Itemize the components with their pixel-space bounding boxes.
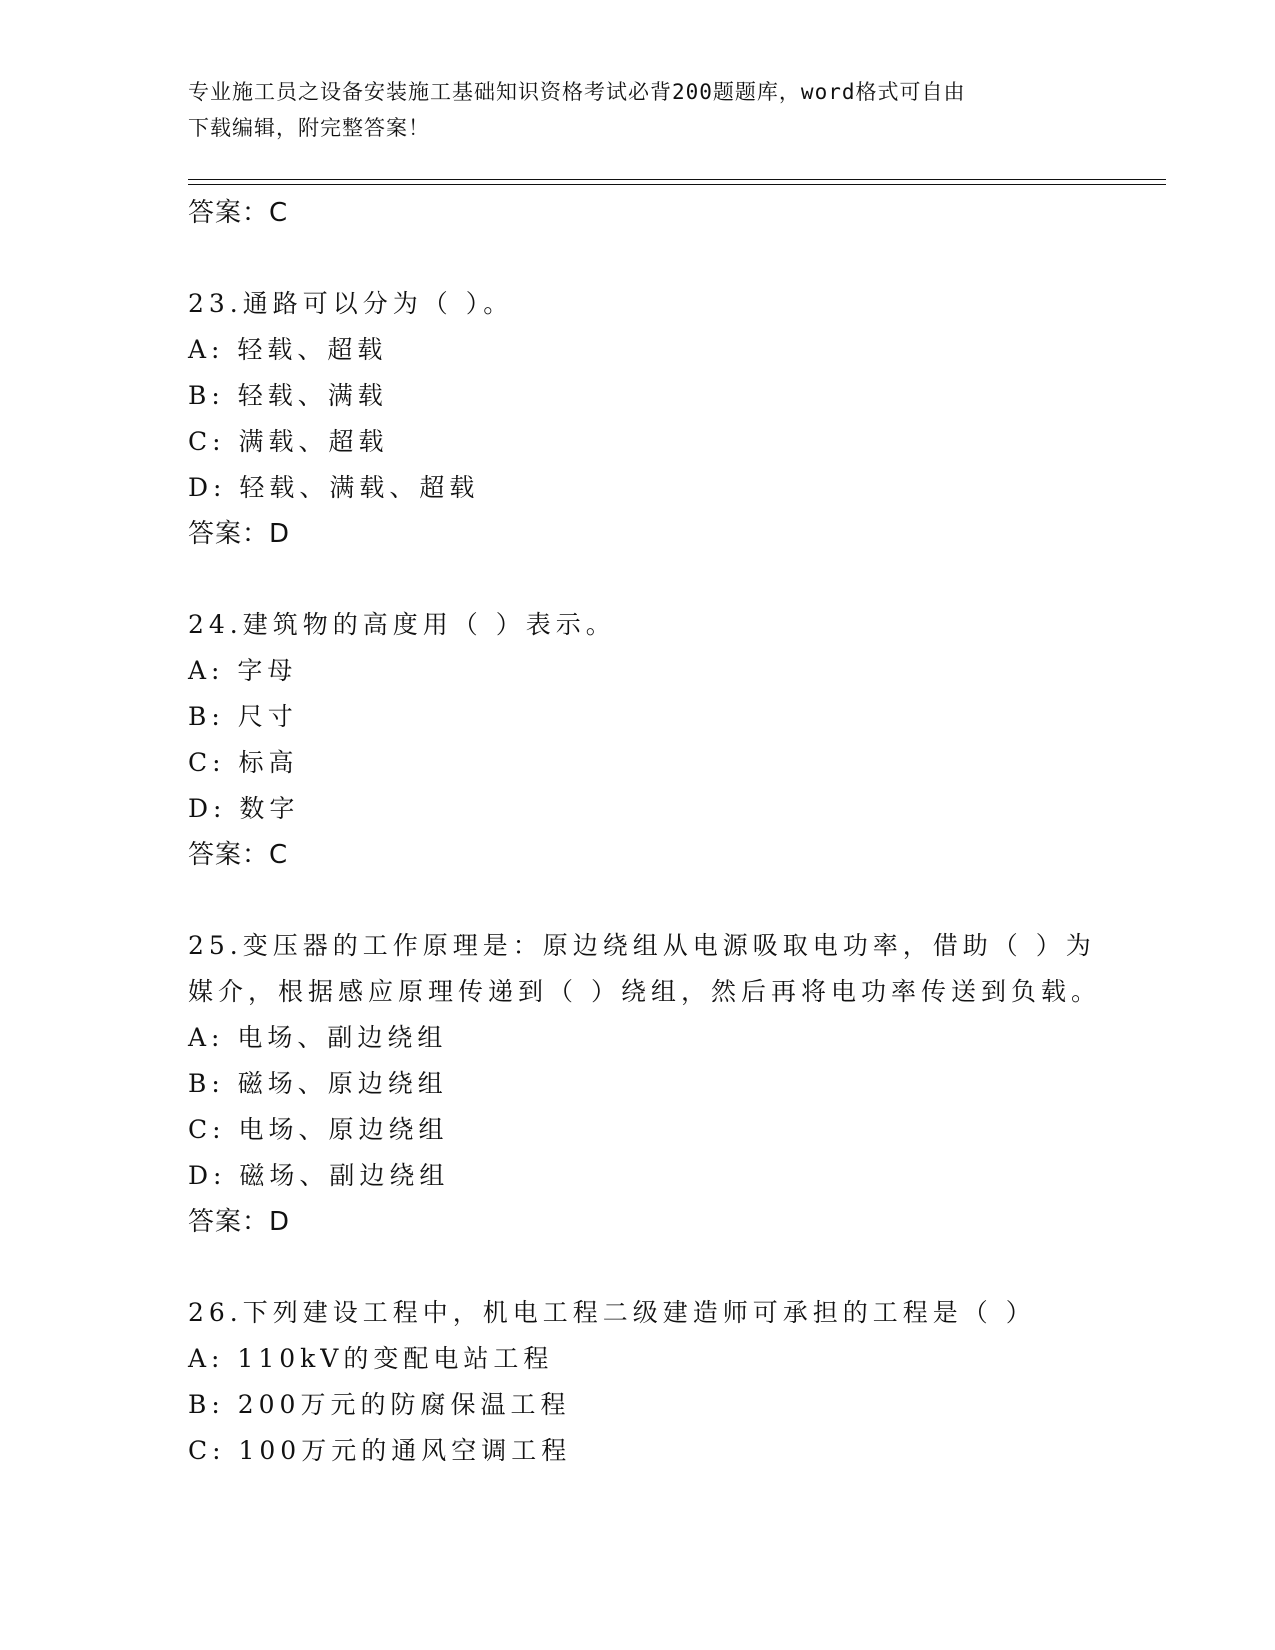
answer-line: 答案：D — [188, 519, 291, 549]
spacer — [188, 557, 1138, 602]
question-text: 23.通路可以分为（ ）。 — [188, 289, 514, 318]
answer-line: 答案：C — [188, 198, 289, 228]
option-d: D: 轻载、满载、超载 — [188, 473, 480, 502]
question-text: 24.建筑物的高度用（ ）表示。 — [188, 610, 616, 639]
question-text-line-2: 媒介，根据感应原理传递到（ ）绕组，然后再将电功率传送到负载。 — [188, 977, 1101, 1006]
header-line-2: 下载编辑，附完整答案！ — [188, 116, 430, 140]
option-a: A: 轻载、超载 — [188, 335, 388, 364]
header-divider-bottom — [188, 184, 1166, 185]
question-text: 26.下列建设工程中，机电工程二级建造师可承担的工程是（ ） — [188, 1298, 1036, 1327]
spacer — [188, 1245, 1138, 1290]
option-a: A: 110kV的变配电站工程 — [188, 1344, 554, 1373]
header-divider-top — [188, 179, 1166, 180]
question-list — [188, 190, 1138, 1474]
option-c: C: 电场、原边绕组 — [188, 1115, 449, 1144]
option-c: C: 标高 — [188, 748, 299, 777]
option-b: B: 尺寸 — [188, 702, 298, 731]
spacer — [188, 878, 1138, 923]
option-d: D: 磁场、副边绕组 — [188, 1161, 450, 1190]
answer-line: 答案：D — [188, 1207, 291, 1237]
document-header — [188, 74, 1088, 146]
question-block — [188, 1290, 1138, 1474]
question-block — [188, 923, 1138, 1245]
question-block — [188, 602, 1138, 878]
header-line-1: 专业施工员之设备安装施工基础知识资格考试必背200题题库，word格式可自由 — [188, 80, 966, 104]
question-block — [188, 281, 1138, 557]
question-text-line-1: 25.变压器的工作原理是：原边绕组从电源吸取电功率，借助（ ）为 — [188, 931, 1096, 960]
option-b: B: 轻载、满载 — [188, 381, 388, 410]
option-b: B: 200万元的防腐保温工程 — [188, 1390, 571, 1419]
option-d: D: 数字 — [188, 794, 300, 823]
answer-line: 答案：C — [188, 840, 289, 870]
option-c: C: 100万元的通风空调工程 — [188, 1436, 572, 1465]
option-a: A: 字母 — [188, 656, 298, 685]
option-a: A: 电场、副边绕组 — [188, 1023, 448, 1052]
spacer — [188, 236, 1138, 281]
option-b: B: 磁场、原边绕组 — [188, 1069, 448, 1098]
option-c: C: 满载、超载 — [188, 427, 389, 456]
